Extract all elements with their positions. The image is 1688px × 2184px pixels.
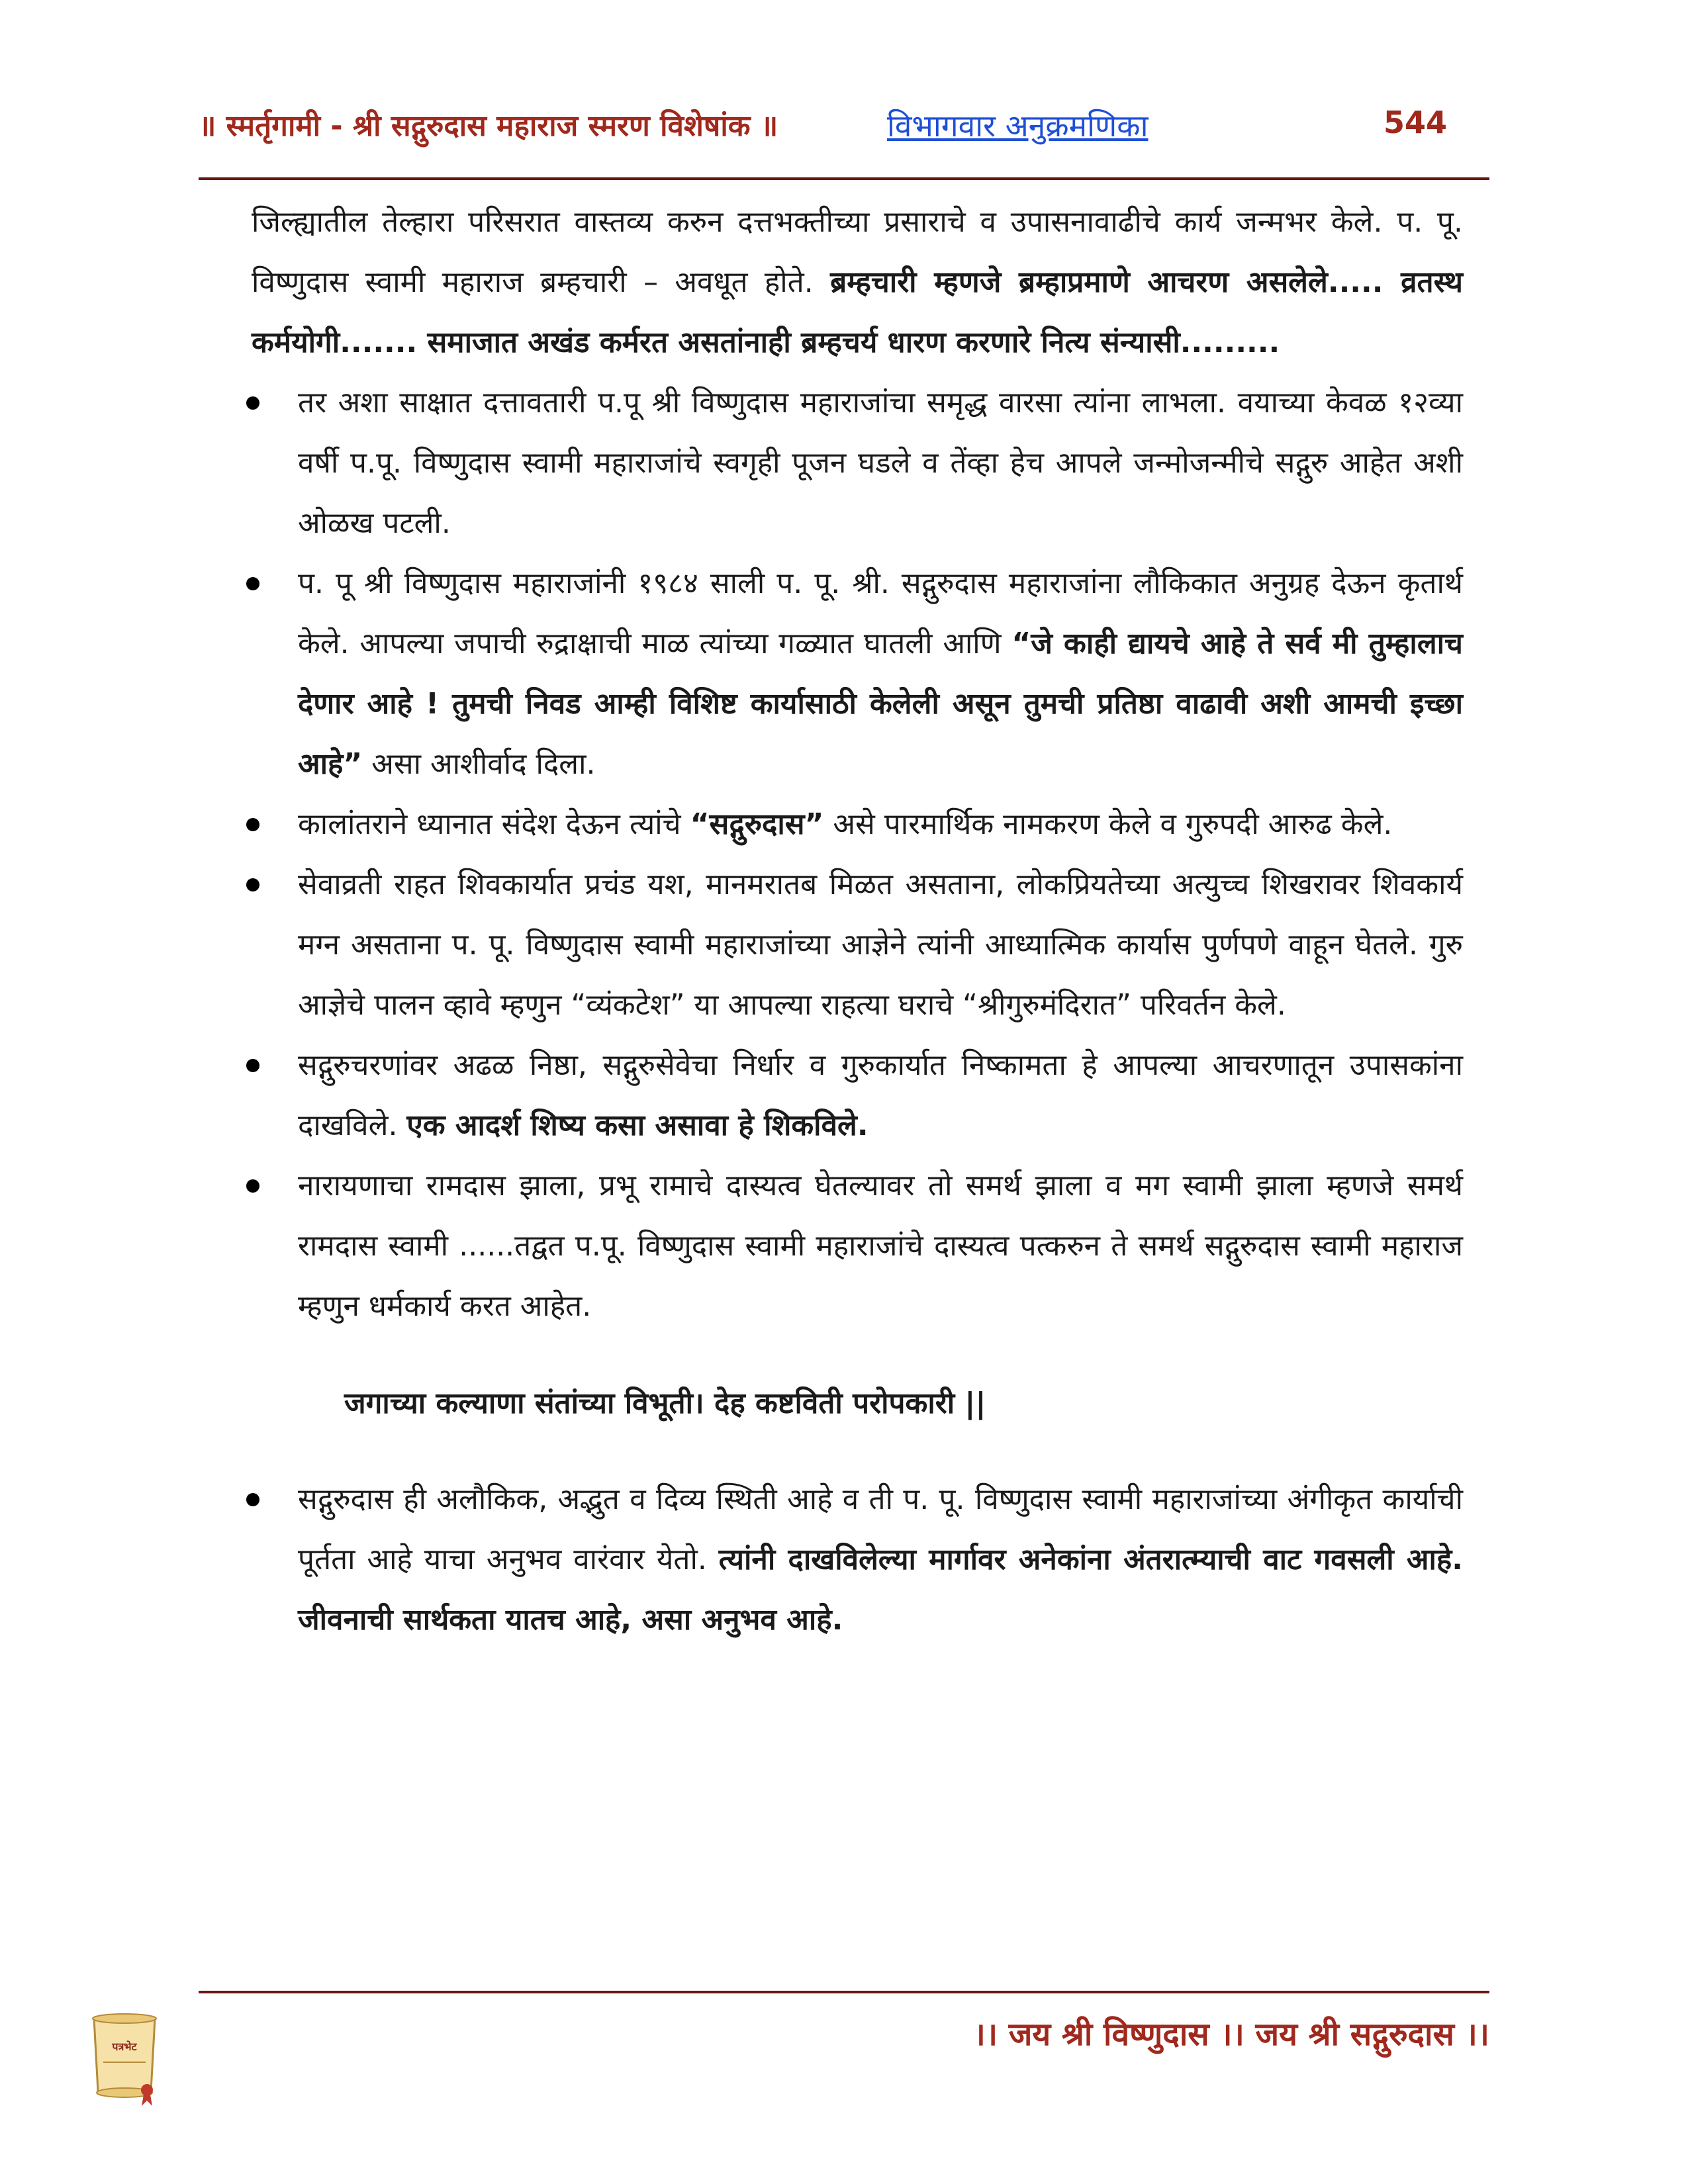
text-run: सेवाव्रती राहत शिवकार्यात प्रचंड यश, मानमरातब मिळत असताना, लोकप्रियतेच्या अत्युच्च शिखरावर शिवकार्य मग्न असताना प. पू. विष्णुदास स्वामी महाराजांच्या आज्ञेने त्यांनी आध्यात्मिक कार्यास पुर्णपणे वाहून घेतले. गुरु आज्ञेचे पालन व्हावे म्हणुन “व्यंकटेश” या आपल्या राहत्या घराचे “श्रीगुरुमंदिरात” परिवर्तन केले. xyxy=(298,868,1463,1022)
bullet-dot xyxy=(246,396,259,410)
text-run: सद्गुरुचरणांवर अढळ निष्ठा, सद्गुरुसेवेचा निर्धार व गुरुकार्यात निष्कामता हे आपल्या आचरणातून उपासकांना दाखविले. xyxy=(298,1048,1463,1142)
bullet-dot xyxy=(246,878,259,891)
bullet-list xyxy=(252,373,1463,1336)
text-run: कालांतराने ध्यानात संदेश देऊन त्यांचे xyxy=(298,807,690,841)
bold-text: ब्रम्हचारी म्हणजे ब्रम्हाप्रमाणे आचरण असलेले..... व्रतस्थ कर्मयोगी....... समाजात अखंड कर्मरत असतांनाही ब्रम्हचर्य धारण करणारे नित्य संन्यासी......... xyxy=(252,265,1463,359)
list-item xyxy=(252,373,1463,553)
text-run: असे पारमार्थिक नामकरण केले व गुरुपदी आरुढ केले. xyxy=(823,807,1393,841)
list-item xyxy=(252,553,1463,794)
bullet-dot xyxy=(246,1493,259,1506)
list-item xyxy=(252,854,1463,1035)
list-item xyxy=(252,794,1463,854)
list-item-text xyxy=(298,807,1392,841)
article-body xyxy=(252,192,1463,1650)
bullet-dot xyxy=(246,1179,259,1193)
list-item-text xyxy=(298,868,1463,1022)
text-run: तर अशा साक्षात दत्तावतारी प.पू श्री विष्णुदास महाराजांचा समृद्ध वारसा त्यांना लाभला. वयाच्या केवळ १२व्या वर्षी प.पू. विष्णुदास स्वामी महाराजांचे स्वगृही पूजन घडले व तेंव्हा हेच आपले जन्मोजन्मीचे सद्गुरु आहेत अशी ओळख पटली. xyxy=(298,386,1463,540)
footer-tagline: ।। जय श्री विष्णुदास ।। जय श्री सद्गुरुदास ।। xyxy=(973,2016,1489,2053)
header-divider xyxy=(199,177,1489,180)
list-item xyxy=(252,1156,1463,1336)
text-run: नारायणाचा रामदास झाला, प्रभू रामाचे दास्यत्व घेतल्यावर तो समर्थ झाला व मग स्वामी झाला म्हणजे समर्थ रामदास स्वामी ......तद्वत प.पू. विष्णुदास स्वामी महाराजांचे दास्यत्व पत्करुन ते समर्थ सद्गुरुदास स्वामी महाराज म्हणुन धर्मकार्य करत आहेत. xyxy=(298,1169,1463,1323)
bullet-dot xyxy=(246,818,259,831)
verse-quote: जगाच्या कल्याणा संतांच्या विभूती। देह कष्टविती परोपकारी || xyxy=(344,1387,986,1420)
footer-divider xyxy=(199,1991,1489,1993)
list-item-final xyxy=(252,1469,1463,1650)
page-header xyxy=(192,99,1489,152)
list-item xyxy=(252,1035,1463,1156)
list-item-text xyxy=(298,1048,1463,1142)
list-item-text xyxy=(298,1169,1463,1323)
bullet-dot xyxy=(246,577,259,590)
list-item-text xyxy=(298,1482,1463,1637)
list-item-text xyxy=(298,386,1463,540)
text-run: सद्गुरुदास ही अलौकिक, अद्भुत व दिव्य स्थिती आहे व ती प. पू. विष्णुदास स्वामी महाराजांच्या अंगीकृत कार्याची पूर्तता आहे याचा अनुभव वारंवार येतो. xyxy=(298,1482,1463,1576)
index-link[interactable]: विभागवार अनुक्रमणिका xyxy=(887,108,1149,144)
bold-text: त्यांनी दाखविलेल्या मार्गावर अनेकांना अंतरात्म्याची वाट गवसली आहे. जीवनाची सार्थकता यातच आहे, असा अनुभव आहे. xyxy=(298,1543,1463,1637)
patrabhet-logo-icon xyxy=(85,2012,164,2111)
intro-paragraph xyxy=(252,192,1463,373)
text-run: जिल्ह्यातील तेल्हारा परिसरात वास्तव्य करुन दत्तभक्तीच्या प्रसाराचे व उपासनावाढीचे कार्य जन्मभर केले. प. पू. विष्णुदास स्वामी महाराज ब्रम्हचारी – अवधूत होते. xyxy=(252,205,1463,299)
text-run: असा आशीर्वाद दिला. xyxy=(362,747,596,781)
bold-text: “जे काही द्यायचे आहे ते सर्व मी तुम्हालाच देणार आहे ! तुमची निवड आम्ही विशिष्ट कार्यासाठी केलेली असून तुमची प्रतिष्ठा वाढावी अशी आमची इच्छा आहे” xyxy=(298,627,1463,781)
bold-text: “सद्गुरुदास” xyxy=(690,807,824,841)
page-number: 544 xyxy=(1383,105,1448,140)
logo-label: पत्रभेट xyxy=(112,2040,137,2053)
bullet-dot xyxy=(246,1059,259,1072)
bold-text: एक आदर्श शिष्य कसा असावा हे शिकविले. xyxy=(406,1109,868,1142)
text-run: प. पू श्री विष्णुदास महाराजांनी १९८४ साली प. पू. श्री. सद्गुरुदास महाराजांना लौकिकात अनुग्रह देऊन कृतार्थ केले. आपल्या जपाची रुद्राक्षाची माळ त्यांच्या गळ्यात घातली आणि xyxy=(298,567,1463,660)
list-item-text xyxy=(298,567,1463,781)
issue-title: ॥ स्मर्तृगामी - श्री सद्गुरुदास महाराज स्मरण विशेषांक ॥ xyxy=(199,109,778,143)
